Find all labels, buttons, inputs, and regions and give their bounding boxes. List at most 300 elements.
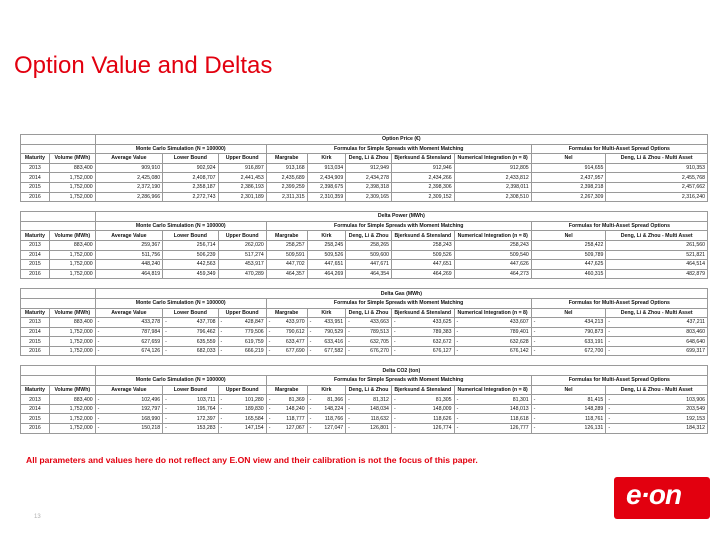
column-header: Upper Bound xyxy=(218,385,266,395)
value-cell: 482,879 xyxy=(613,269,707,279)
data-table-block xyxy=(20,365,708,433)
column-header: Maturity xyxy=(21,385,50,395)
value-cell: 447,671 xyxy=(353,260,392,270)
column-header: Nel xyxy=(531,385,606,395)
data-table-block xyxy=(20,134,708,202)
sign-cell: - xyxy=(531,318,538,328)
sign-cell xyxy=(266,163,273,173)
sign-cell xyxy=(218,269,225,279)
sign-cell: - xyxy=(346,337,353,347)
value-cell: 912,949 xyxy=(353,163,392,173)
sign-cell xyxy=(531,269,538,279)
value-cell: 81,301 xyxy=(461,395,531,405)
column-header: Bjerksund & Stensland xyxy=(391,308,454,318)
value-cell: 676,142 xyxy=(461,346,531,356)
value-cell: 81,305 xyxy=(399,395,454,405)
value-cell: 448,240 xyxy=(102,260,162,270)
tables-container xyxy=(20,134,708,434)
value-cell: 259,367 xyxy=(102,240,162,250)
sign-cell: - xyxy=(454,414,461,424)
sign-cell: - xyxy=(346,395,353,405)
maturity-cell: 2015 xyxy=(21,260,50,270)
sign-cell xyxy=(218,192,225,202)
column-header: Margrabe xyxy=(266,231,307,241)
sign-cell: - xyxy=(218,414,225,424)
value-cell: 787,984 xyxy=(102,327,162,337)
volume-cell: 1,752,000 xyxy=(49,404,95,414)
value-cell: 2,437,957 xyxy=(538,173,605,183)
column-header: Margrabe xyxy=(266,385,307,395)
value-cell: 262,020 xyxy=(225,240,266,250)
column-header: Maturity xyxy=(21,231,50,241)
column-header: Kirk xyxy=(307,154,346,164)
value-cell: 118,766 xyxy=(314,414,345,424)
value-cell: 447,626 xyxy=(461,260,531,270)
maturity-cell: 2013 xyxy=(21,240,50,250)
sign-cell xyxy=(606,192,613,202)
value-cell: 464,819 xyxy=(102,269,162,279)
volume-cell: 1,752,000 xyxy=(49,260,95,270)
value-cell: 464,269 xyxy=(314,269,345,279)
table-row xyxy=(21,337,708,347)
sign-cell xyxy=(307,163,314,173)
value-cell: 2,308,510 xyxy=(461,192,531,202)
value-cell: 2,398,675 xyxy=(314,182,345,192)
value-cell: 460,315 xyxy=(538,269,605,279)
column-header: Average Value xyxy=(95,231,162,241)
column-header: Numerical Integration (n = 8) xyxy=(454,385,531,395)
value-cell: 447,651 xyxy=(314,260,345,270)
value-cell: 619,759 xyxy=(225,337,266,347)
value-cell: 148,224 xyxy=(314,404,345,414)
maturity-cell: 2015 xyxy=(21,414,50,424)
maturity-cell: 2013 xyxy=(21,318,50,328)
sign-cell xyxy=(163,250,170,260)
sign-cell xyxy=(531,182,538,192)
volume-cell: 1,752,000 xyxy=(49,192,95,202)
sign-cell: - xyxy=(95,327,102,337)
column-header: Nel xyxy=(531,154,606,164)
sign-cell: - xyxy=(163,337,170,347)
sign-cell xyxy=(307,260,314,270)
column-header: Deng, Li & Zhou - Multi Asset xyxy=(606,385,708,395)
sign-cell: - xyxy=(307,404,314,414)
sign-cell: - xyxy=(391,404,398,414)
value-cell: 789,383 xyxy=(399,327,454,337)
value-cell: 517,274 xyxy=(225,250,266,260)
value-cell: 102,496 xyxy=(102,395,162,405)
column-header: Maturity xyxy=(21,308,50,318)
table-row xyxy=(21,424,708,434)
table-corner xyxy=(21,376,96,386)
value-cell: 101,280 xyxy=(225,395,266,405)
sign-cell xyxy=(307,250,314,260)
sign-cell: - xyxy=(266,414,273,424)
sign-cell: - xyxy=(391,424,398,434)
value-cell: 453,917 xyxy=(225,260,266,270)
value-cell: 2,310,359 xyxy=(314,192,345,202)
value-cell: 147,154 xyxy=(225,424,266,434)
value-cell: 779,506 xyxy=(225,327,266,337)
value-cell: 2,309,152 xyxy=(399,192,454,202)
sign-cell xyxy=(266,173,273,183)
value-cell: 258,422 xyxy=(538,240,605,250)
group-header-multi-asset: Formulas for Multi-Asset Spread Options xyxy=(531,376,707,386)
sign-cell xyxy=(606,173,613,183)
sign-cell: - xyxy=(266,424,273,434)
sign-cell: - xyxy=(346,346,353,356)
sign-cell: - xyxy=(454,424,461,434)
value-cell: 916,897 xyxy=(225,163,266,173)
sign-cell xyxy=(391,182,398,192)
sign-cell: - xyxy=(95,414,102,424)
sign-cell xyxy=(218,250,225,260)
slide-title: Option Value and Deltas xyxy=(14,52,273,79)
sign-cell xyxy=(95,260,102,270)
table-row xyxy=(21,260,708,270)
sign-cell xyxy=(218,240,225,250)
sign-cell xyxy=(606,260,613,270)
value-cell: 258,265 xyxy=(353,240,392,250)
sign-cell xyxy=(531,163,538,173)
sign-cell xyxy=(606,269,613,279)
sign-cell xyxy=(454,250,461,260)
volume-cell: 1,752,000 xyxy=(49,337,95,347)
value-cell: 433,278 xyxy=(102,318,162,328)
value-cell: 676,127 xyxy=(399,346,454,356)
column-header: Volume (MWh) xyxy=(49,308,95,318)
value-cell: 632,705 xyxy=(353,337,392,347)
volume-cell: 1,752,000 xyxy=(49,327,95,337)
eon-logo xyxy=(614,477,710,519)
value-cell: 699,317 xyxy=(613,346,708,356)
value-cell: 666,219 xyxy=(225,346,266,356)
sign-cell: - xyxy=(346,327,353,337)
value-cell: 2,267,309 xyxy=(538,192,605,202)
sign-cell xyxy=(531,192,538,202)
value-cell: 910,353 xyxy=(613,163,707,173)
value-cell: 674,126 xyxy=(102,346,162,356)
value-cell: 633,191 xyxy=(538,337,605,347)
sign-cell: - xyxy=(95,404,102,414)
value-cell: 464,354 xyxy=(353,269,392,279)
table-corner xyxy=(21,135,96,145)
value-cell: 790,873 xyxy=(538,327,605,337)
sign-cell: - xyxy=(346,318,353,328)
sign-cell: - xyxy=(454,337,461,347)
maturity-cell: 2015 xyxy=(21,337,50,347)
sign-cell: - xyxy=(266,404,273,414)
group-header-simple-spreads: Formulas for Simple Spreads with Moment Matching xyxy=(266,144,531,154)
value-cell: 672,700 xyxy=(538,346,605,356)
value-cell: 2,372,190 xyxy=(102,182,162,192)
column-header: Upper Bound xyxy=(218,231,266,241)
value-cell: 148,009 xyxy=(399,404,454,414)
sign-cell: - xyxy=(606,414,613,424)
value-cell: 2,408,707 xyxy=(170,173,218,183)
value-cell: 192,797 xyxy=(102,404,162,414)
value-cell: 682,033 xyxy=(170,346,218,356)
sign-cell xyxy=(218,182,225,192)
sign-cell: - xyxy=(531,404,538,414)
value-cell: 126,774 xyxy=(399,424,454,434)
maturity-cell: 2014 xyxy=(21,250,50,260)
table-corner xyxy=(21,298,96,308)
value-cell: 902,924 xyxy=(170,163,218,173)
value-cell: 2,457,662 xyxy=(613,182,707,192)
value-cell: 521,821 xyxy=(613,250,707,260)
sign-cell xyxy=(531,240,538,250)
sign-cell: - xyxy=(346,414,353,424)
value-cell: 442,563 xyxy=(170,260,218,270)
sign-cell: - xyxy=(454,346,461,356)
table-corner xyxy=(21,366,96,376)
value-cell: 172,397 xyxy=(170,414,218,424)
column-header: Average Value xyxy=(95,308,162,318)
table-corner xyxy=(21,212,96,222)
value-cell: 203,549 xyxy=(613,404,707,414)
table-row xyxy=(21,395,708,405)
sign-cell: - xyxy=(95,346,102,356)
column-header: Numerical Integration (n = 8) xyxy=(454,231,531,241)
sign-cell: - xyxy=(531,346,538,356)
sign-cell: - xyxy=(454,318,461,328)
sign-cell: - xyxy=(606,395,613,405)
sign-cell xyxy=(163,163,170,173)
value-cell: 189,830 xyxy=(225,404,266,414)
sign-cell xyxy=(454,192,461,202)
value-cell: 796,462 xyxy=(170,327,218,337)
sign-cell xyxy=(392,250,399,260)
value-cell: 677,582 xyxy=(314,346,345,356)
sign-cell xyxy=(531,173,538,183)
sign-cell xyxy=(218,260,225,270)
sign-cell: - xyxy=(266,327,273,337)
sign-cell: - xyxy=(163,404,170,414)
value-cell: 433,663 xyxy=(353,318,392,328)
column-header: Numerical Integration (n = 8) xyxy=(454,154,531,164)
sign-cell xyxy=(163,260,170,270)
sign-cell: - xyxy=(307,346,314,356)
sign-cell: - xyxy=(307,414,314,424)
sign-cell: - xyxy=(606,327,613,337)
column-header: Average Value xyxy=(95,154,162,164)
table-title: Delta CO2 (ton) xyxy=(95,366,707,376)
column-header: Lower Bound xyxy=(163,154,218,164)
sign-cell: - xyxy=(606,346,613,356)
column-header: Deng, Li & Zhou xyxy=(346,308,392,318)
sign-cell xyxy=(346,182,353,192)
sign-cell: - xyxy=(218,395,225,405)
value-cell: 2,386,193 xyxy=(225,182,266,192)
value-cell: 433,625 xyxy=(399,318,454,328)
group-header-multi-asset: Formulas for Multi-Asset Spread Options xyxy=(531,221,707,231)
value-cell: 464,357 xyxy=(273,269,307,279)
maturity-cell: 2016 xyxy=(21,424,50,434)
sign-cell xyxy=(392,240,399,250)
value-cell: 258,243 xyxy=(399,240,454,250)
value-cell: 789,401 xyxy=(461,327,531,337)
sign-cell: - xyxy=(218,346,225,356)
table-corner xyxy=(21,221,96,231)
value-cell: 126,131 xyxy=(538,424,605,434)
sign-cell: - xyxy=(391,395,398,405)
sign-cell: - xyxy=(95,337,102,347)
sign-cell xyxy=(346,269,353,279)
value-cell: 258,243 xyxy=(461,240,531,250)
maturity-cell: 2014 xyxy=(21,173,50,183)
column-header: Volume (MWh) xyxy=(49,385,95,395)
sign-cell xyxy=(307,240,314,250)
sign-cell xyxy=(346,173,353,183)
maturity-cell: 2015 xyxy=(21,182,50,192)
column-header: Numerical Integration (n = 8) xyxy=(454,308,531,318)
value-cell: 261,560 xyxy=(613,240,707,250)
value-cell: 2,272,743 xyxy=(170,192,218,202)
sign-cell xyxy=(346,240,353,250)
group-header-monte-carlo: Monte Carlo Simulation (N = 100000) xyxy=(95,298,266,308)
table-row xyxy=(21,240,708,250)
value-cell: 2,399,259 xyxy=(273,182,307,192)
sign-cell: - xyxy=(391,327,398,337)
value-cell: 447,625 xyxy=(538,260,605,270)
sign-cell xyxy=(606,250,613,260)
table-row xyxy=(21,163,708,173)
value-cell: 2,441,453 xyxy=(225,173,266,183)
value-cell: 909,910 xyxy=(102,163,162,173)
sign-cell xyxy=(531,260,538,270)
sign-cell: - xyxy=(454,404,461,414)
volume-cell: 1,752,000 xyxy=(49,250,95,260)
column-header: Nel xyxy=(531,308,606,318)
value-cell: 2,434,278 xyxy=(353,173,392,183)
sign-cell: - xyxy=(266,337,273,347)
value-cell: 914,655 xyxy=(538,163,605,173)
volume-cell: 1,752,000 xyxy=(49,269,95,279)
maturity-cell: 2016 xyxy=(21,346,50,356)
column-header: Lower Bound xyxy=(163,385,218,395)
value-cell: 2,398,218 xyxy=(538,182,605,192)
value-cell: 912,805 xyxy=(461,163,531,173)
table-corner xyxy=(21,289,96,299)
column-header: Bjerksund & Stensland xyxy=(391,154,454,164)
group-header-monte-carlo: Monte Carlo Simulation (N = 100000) xyxy=(95,376,266,386)
table-corner xyxy=(21,144,96,154)
sign-cell xyxy=(163,240,170,250)
value-cell: 148,289 xyxy=(538,404,605,414)
sign-cell xyxy=(454,240,461,250)
sign-cell: - xyxy=(163,424,170,434)
sign-cell xyxy=(346,163,353,173)
value-cell: 437,708 xyxy=(170,318,218,328)
value-cell: 2,398,011 xyxy=(461,182,531,192)
maturity-cell: 2014 xyxy=(21,404,50,414)
data-table xyxy=(20,365,708,433)
sign-cell: - xyxy=(307,327,314,337)
value-cell: 912,946 xyxy=(399,163,454,173)
sign-cell: - xyxy=(307,318,314,328)
sign-cell xyxy=(163,269,170,279)
table-title: Option Price (€) xyxy=(95,135,707,145)
value-cell: 184,312 xyxy=(613,424,707,434)
value-cell: 2,398,306 xyxy=(399,182,454,192)
sign-cell xyxy=(163,182,170,192)
table-row xyxy=(21,269,708,279)
value-cell: 913,034 xyxy=(314,163,345,173)
value-cell: 195,764 xyxy=(170,404,218,414)
column-header: Maturity xyxy=(21,154,50,164)
value-cell: 2,358,187 xyxy=(170,182,218,192)
sign-cell: - xyxy=(606,404,613,414)
table-row xyxy=(21,414,708,424)
sign-cell xyxy=(392,260,399,270)
sign-cell xyxy=(346,250,353,260)
sign-cell: - xyxy=(346,424,353,434)
footnote: All parameters and values here do not reflect any E.ON view and their calibration is not the focus of this paper. xyxy=(26,455,478,465)
sign-cell xyxy=(346,192,353,202)
sign-cell xyxy=(391,163,398,173)
sign-cell xyxy=(392,269,399,279)
sign-cell: - xyxy=(163,346,170,356)
volume-cell: 1,752,000 xyxy=(49,424,95,434)
value-cell: 464,273 xyxy=(461,269,531,279)
value-cell: 648,640 xyxy=(613,337,708,347)
value-cell: 633,416 xyxy=(314,337,345,347)
sign-cell xyxy=(266,240,273,250)
sign-cell: - xyxy=(307,337,314,347)
table-row xyxy=(21,182,708,192)
volume-cell: 883,400 xyxy=(49,318,95,328)
sign-cell: - xyxy=(95,318,102,328)
sign-cell: - xyxy=(606,337,613,347)
value-cell: 627,659 xyxy=(102,337,162,347)
column-header: Nel xyxy=(531,231,606,241)
sign-cell: - xyxy=(606,424,613,434)
value-cell: 148,240 xyxy=(273,404,307,414)
value-cell: 509,591 xyxy=(273,250,307,260)
sign-cell: - xyxy=(95,424,102,434)
value-cell: 127,067 xyxy=(273,424,307,434)
column-header: Volume (MWh) xyxy=(49,154,95,164)
sign-cell: - xyxy=(163,327,170,337)
group-header-multi-asset: Formulas for Multi-Asset Spread Options xyxy=(531,298,707,308)
sign-cell: - xyxy=(531,424,538,434)
sign-cell xyxy=(95,192,102,202)
column-header: Lower Bound xyxy=(163,231,218,241)
sign-cell: - xyxy=(163,395,170,405)
sign-cell: - xyxy=(218,424,225,434)
value-cell: 2,455,768 xyxy=(613,173,707,183)
value-cell: 258,245 xyxy=(314,240,345,250)
volume-cell: 883,400 xyxy=(49,395,95,405)
sign-cell: - xyxy=(454,395,461,405)
value-cell: 165,584 xyxy=(225,414,266,424)
value-cell: 126,801 xyxy=(353,424,392,434)
table-title: Delta Gas (MWh) xyxy=(95,289,707,299)
value-cell: 447,651 xyxy=(399,260,454,270)
data-table xyxy=(20,288,708,356)
column-header: Bjerksund & Stensland xyxy=(392,231,455,241)
value-cell: 81,366 xyxy=(314,395,345,405)
sign-cell xyxy=(606,182,613,192)
value-cell: 150,218 xyxy=(102,424,162,434)
sign-cell xyxy=(606,240,613,250)
maturity-cell: 2014 xyxy=(21,327,50,337)
value-cell: 509,526 xyxy=(314,250,345,260)
table-row xyxy=(21,250,708,260)
group-header-simple-spreads: Formulas for Simple Spreads with Moment Matching xyxy=(266,376,531,386)
sign-cell: - xyxy=(218,327,225,337)
